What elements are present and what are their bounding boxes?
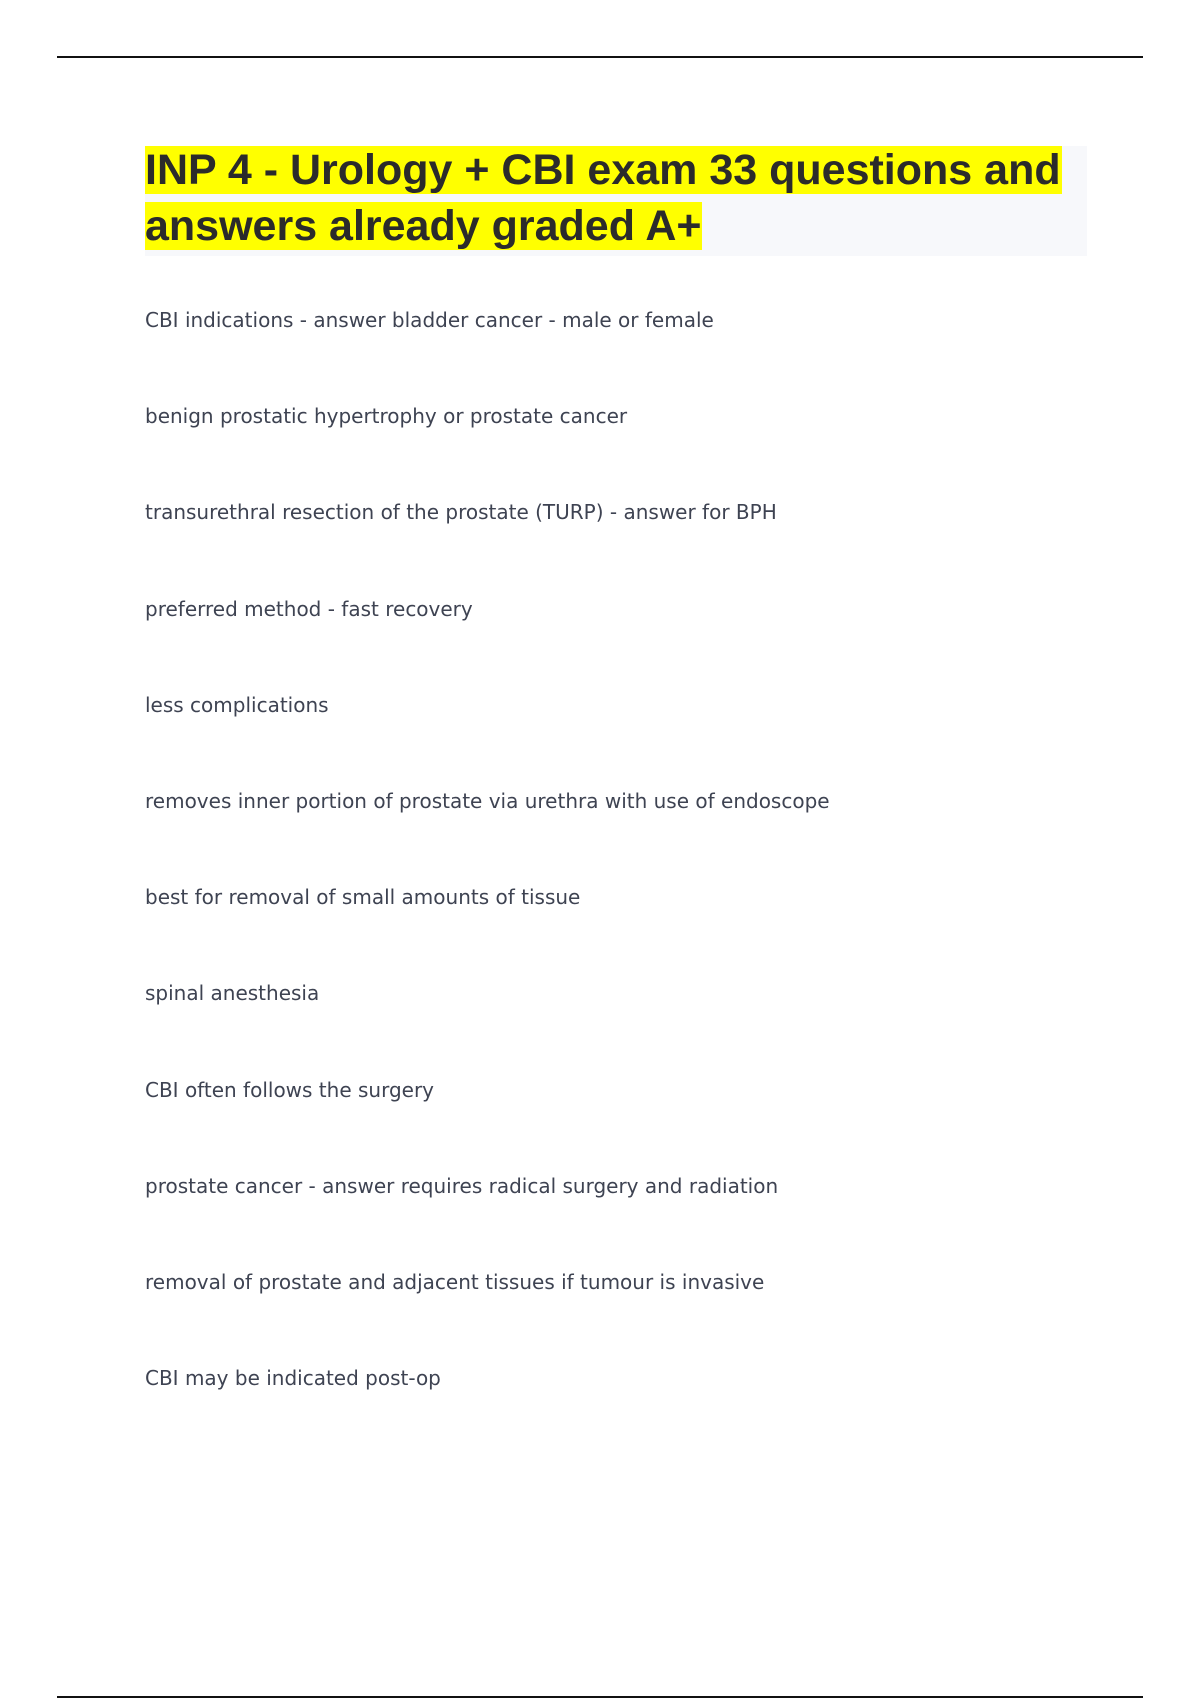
text-line: benign prostatic hypertrophy or prostate cancer bbox=[145, 404, 628, 429]
text-line: prostate cancer - answer requires radical surgery and radiation bbox=[145, 1173, 779, 1198]
title-highlight: INP 4 - Urology + CBI exam 33 questions and answers already graded A+ bbox=[145, 146, 1061, 250]
content-lines bbox=[145, 302, 1105, 1456]
text-line: CBI often follows the surgery bbox=[145, 1077, 435, 1102]
text-line: best for removal of small amounts of tissue bbox=[145, 885, 581, 910]
text-line: CBI indications - answer bladder cancer - male or female bbox=[145, 308, 714, 332]
text-line: transurethral resection of the prostate (TURP) - answer for BPH bbox=[145, 500, 777, 525]
text-line: preferred method - fast recovery bbox=[145, 596, 473, 621]
top-rule bbox=[57, 56, 1143, 58]
bottom-rule bbox=[57, 1696, 1143, 1698]
text-line: spinal anesthesia bbox=[145, 981, 320, 1006]
text-line: CBI may be indicated post-op bbox=[145, 1366, 441, 1391]
document-title bbox=[145, 142, 1095, 254]
text-line: removes inner portion of prostate via urethra with use of endoscope bbox=[145, 788, 830, 813]
text-line: less complications bbox=[145, 692, 329, 717]
text-line: removal of prostate and adjacent tissues if tumour is invasive bbox=[145, 1269, 765, 1294]
